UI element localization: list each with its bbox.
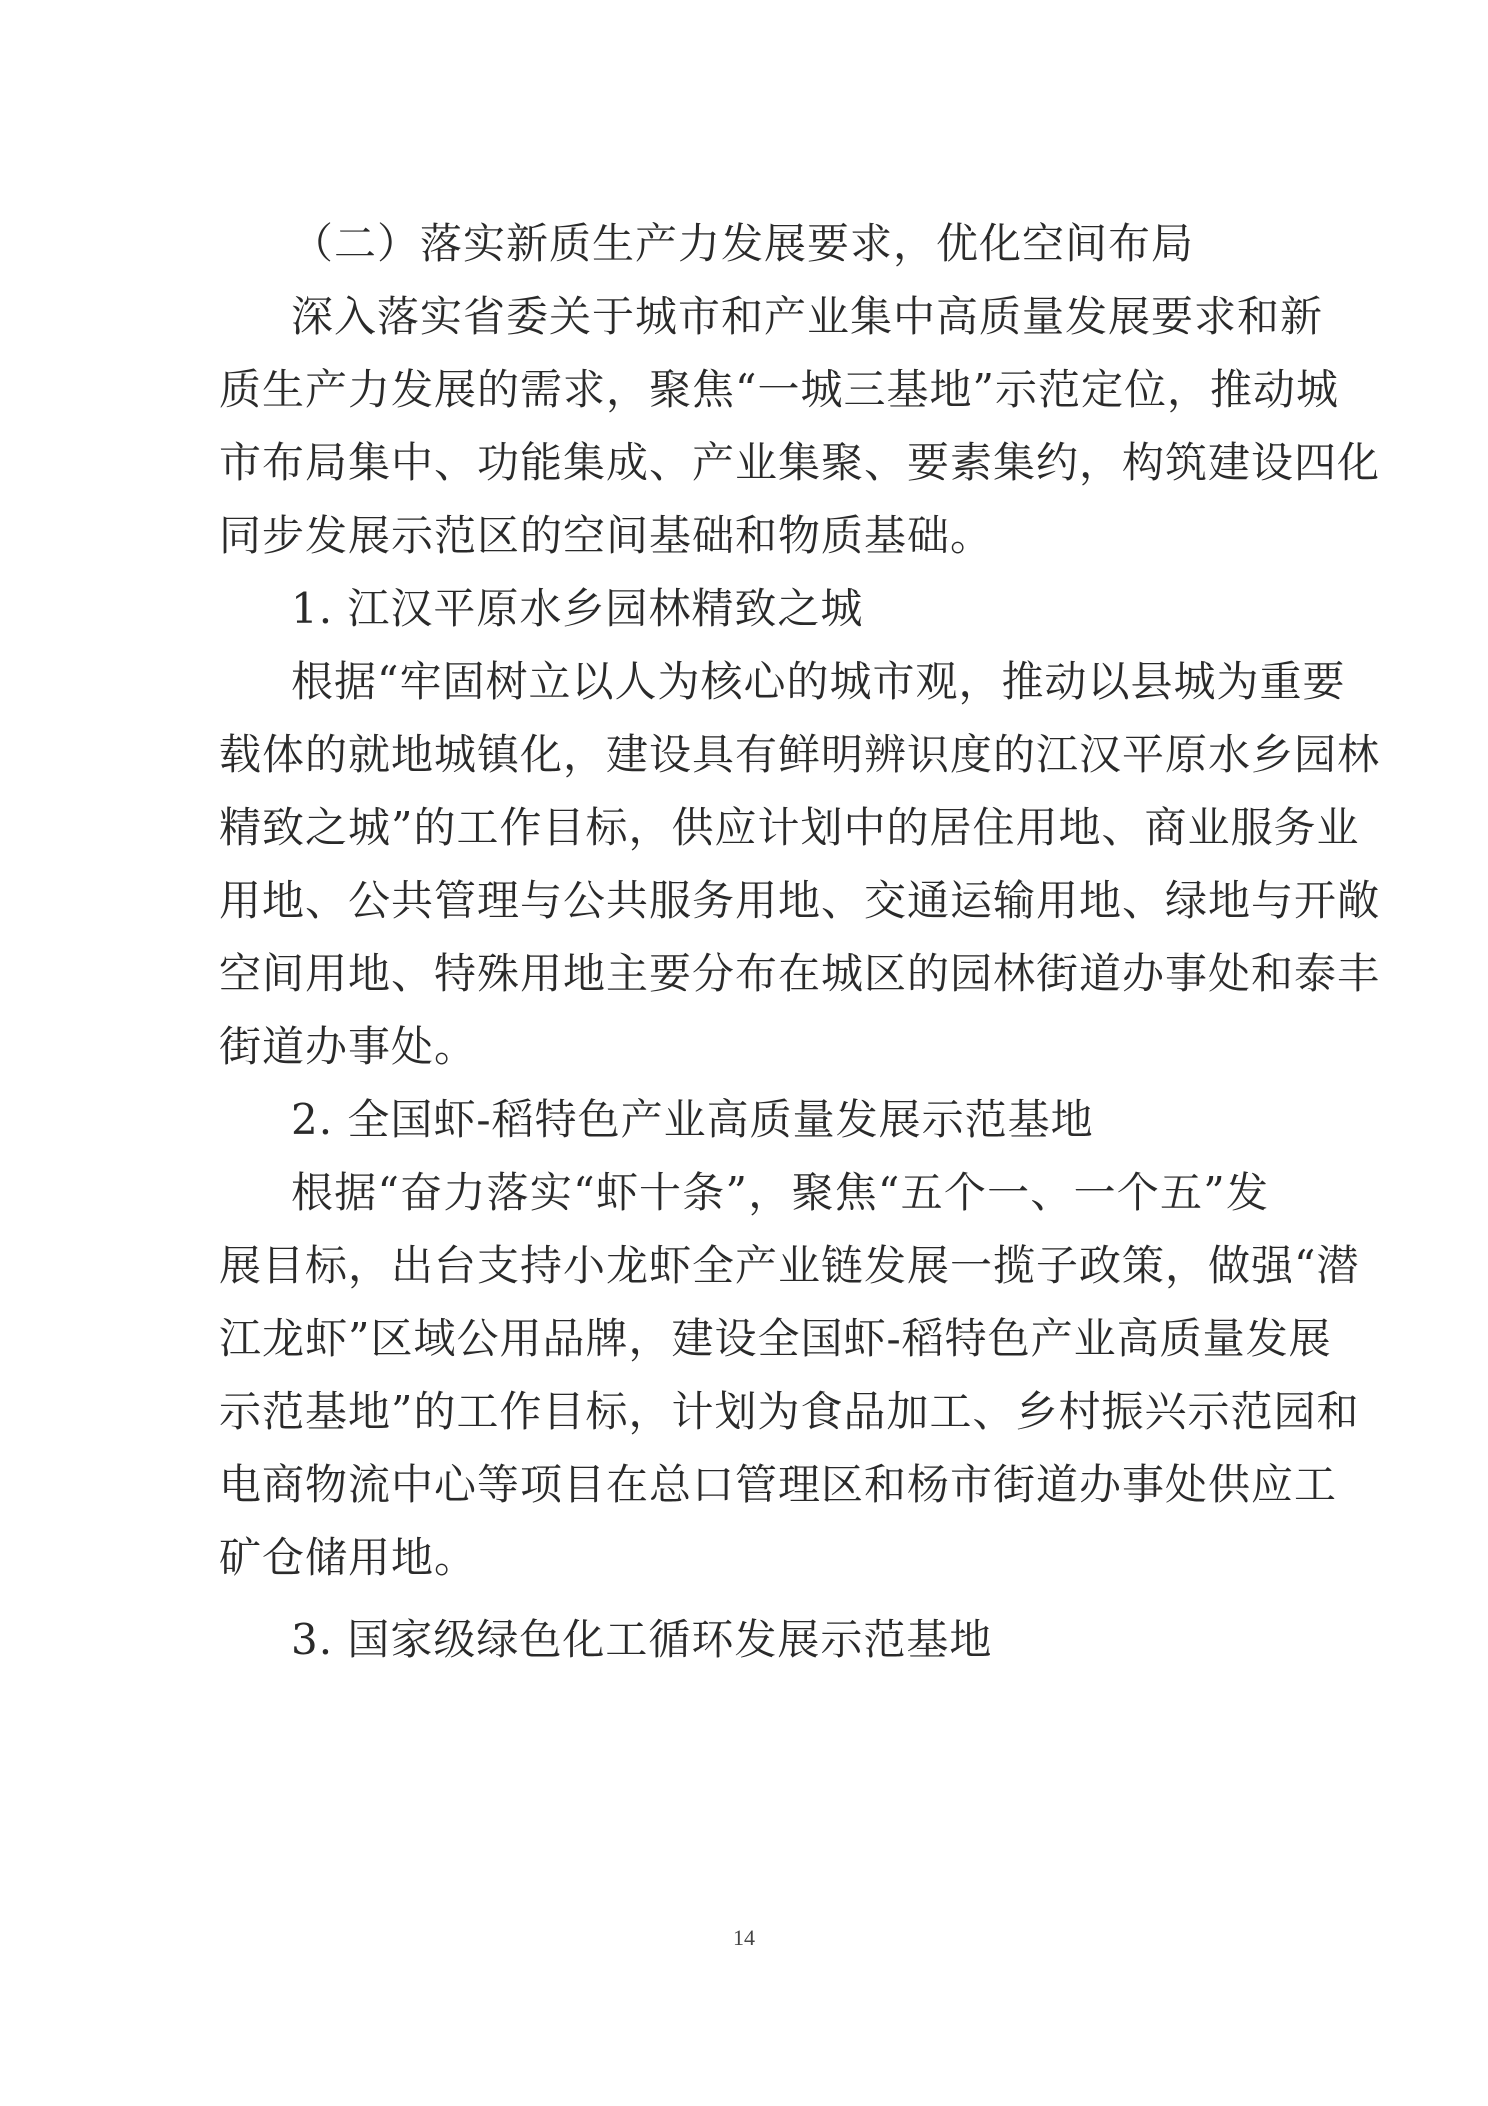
item-heading: 1. 江汉平原水乡园林精致之城: [291, 584, 864, 633]
section-heading: （二）落实新质生产力发展要求，优化空间布局: [291, 219, 1195, 268]
page-number: 14: [733, 1925, 755, 1950]
paragraph-line: 展目标，出台支持小龙虾全产业链发展一揽子政策，做强“潜: [219, 1241, 1360, 1290]
paragraph-line: 根据“奋力落实“虾十条”，聚焦“五个一、一个五”发: [291, 1168, 1269, 1217]
paragraph-line: 根据“牢固树立以人为核心的城市观，推动以县城为重要: [291, 657, 1346, 706]
paragraph-line: 深入落实省委关于城市和产业集中高质量发展要求和新: [291, 292, 1324, 341]
paragraph-line: 市布局集中、功能集成、产业集聚、要素集约，构筑建设四化: [219, 438, 1381, 487]
paragraph-line: 示范基地”的工作目标，计划为食品加工、乡村振兴示范园和: [219, 1387, 1360, 1436]
paragraph-line: 同步发展示范区的空间基础和物质基础。: [219, 511, 994, 560]
paragraph-line: 江龙虾”区域公用品牌，建设全国虾-稻特色产业高质量发展: [219, 1314, 1332, 1363]
paragraph-line: 街道办事处。: [219, 1022, 478, 1071]
item-heading: 2. 全国虾-稻特色产业高质量发展示范基地: [291, 1095, 1094, 1144]
paragraph-line: 用地、公共管理与公共服务用地、交通运输用地、绿地与开敞: [219, 876, 1381, 925]
paragraph-line: 载体的就地城镇化，建设具有鲜明辨识度的江汉平原水乡园林: [219, 730, 1381, 779]
paragraph-line: 矿仓储用地。: [219, 1533, 478, 1582]
paragraph-line: 精致之城”的工作目标，供应计划中的居住用地、商业服务业: [219, 803, 1360, 852]
paragraph-line: 空间用地、特殊用地主要分布在城区的园林街道办事处和泰丰: [219, 949, 1381, 998]
paragraph-line: 电商物流中心等项目在总口管理区和杨市街道办事处供应工: [219, 1460, 1338, 1509]
item-heading: 3. 国家级绿色化工循环发展示范基地: [291, 1615, 993, 1664]
paragraph-line: 质生产力发展的需求，聚焦“一城三基地”示范定位，推动城: [219, 365, 1339, 414]
